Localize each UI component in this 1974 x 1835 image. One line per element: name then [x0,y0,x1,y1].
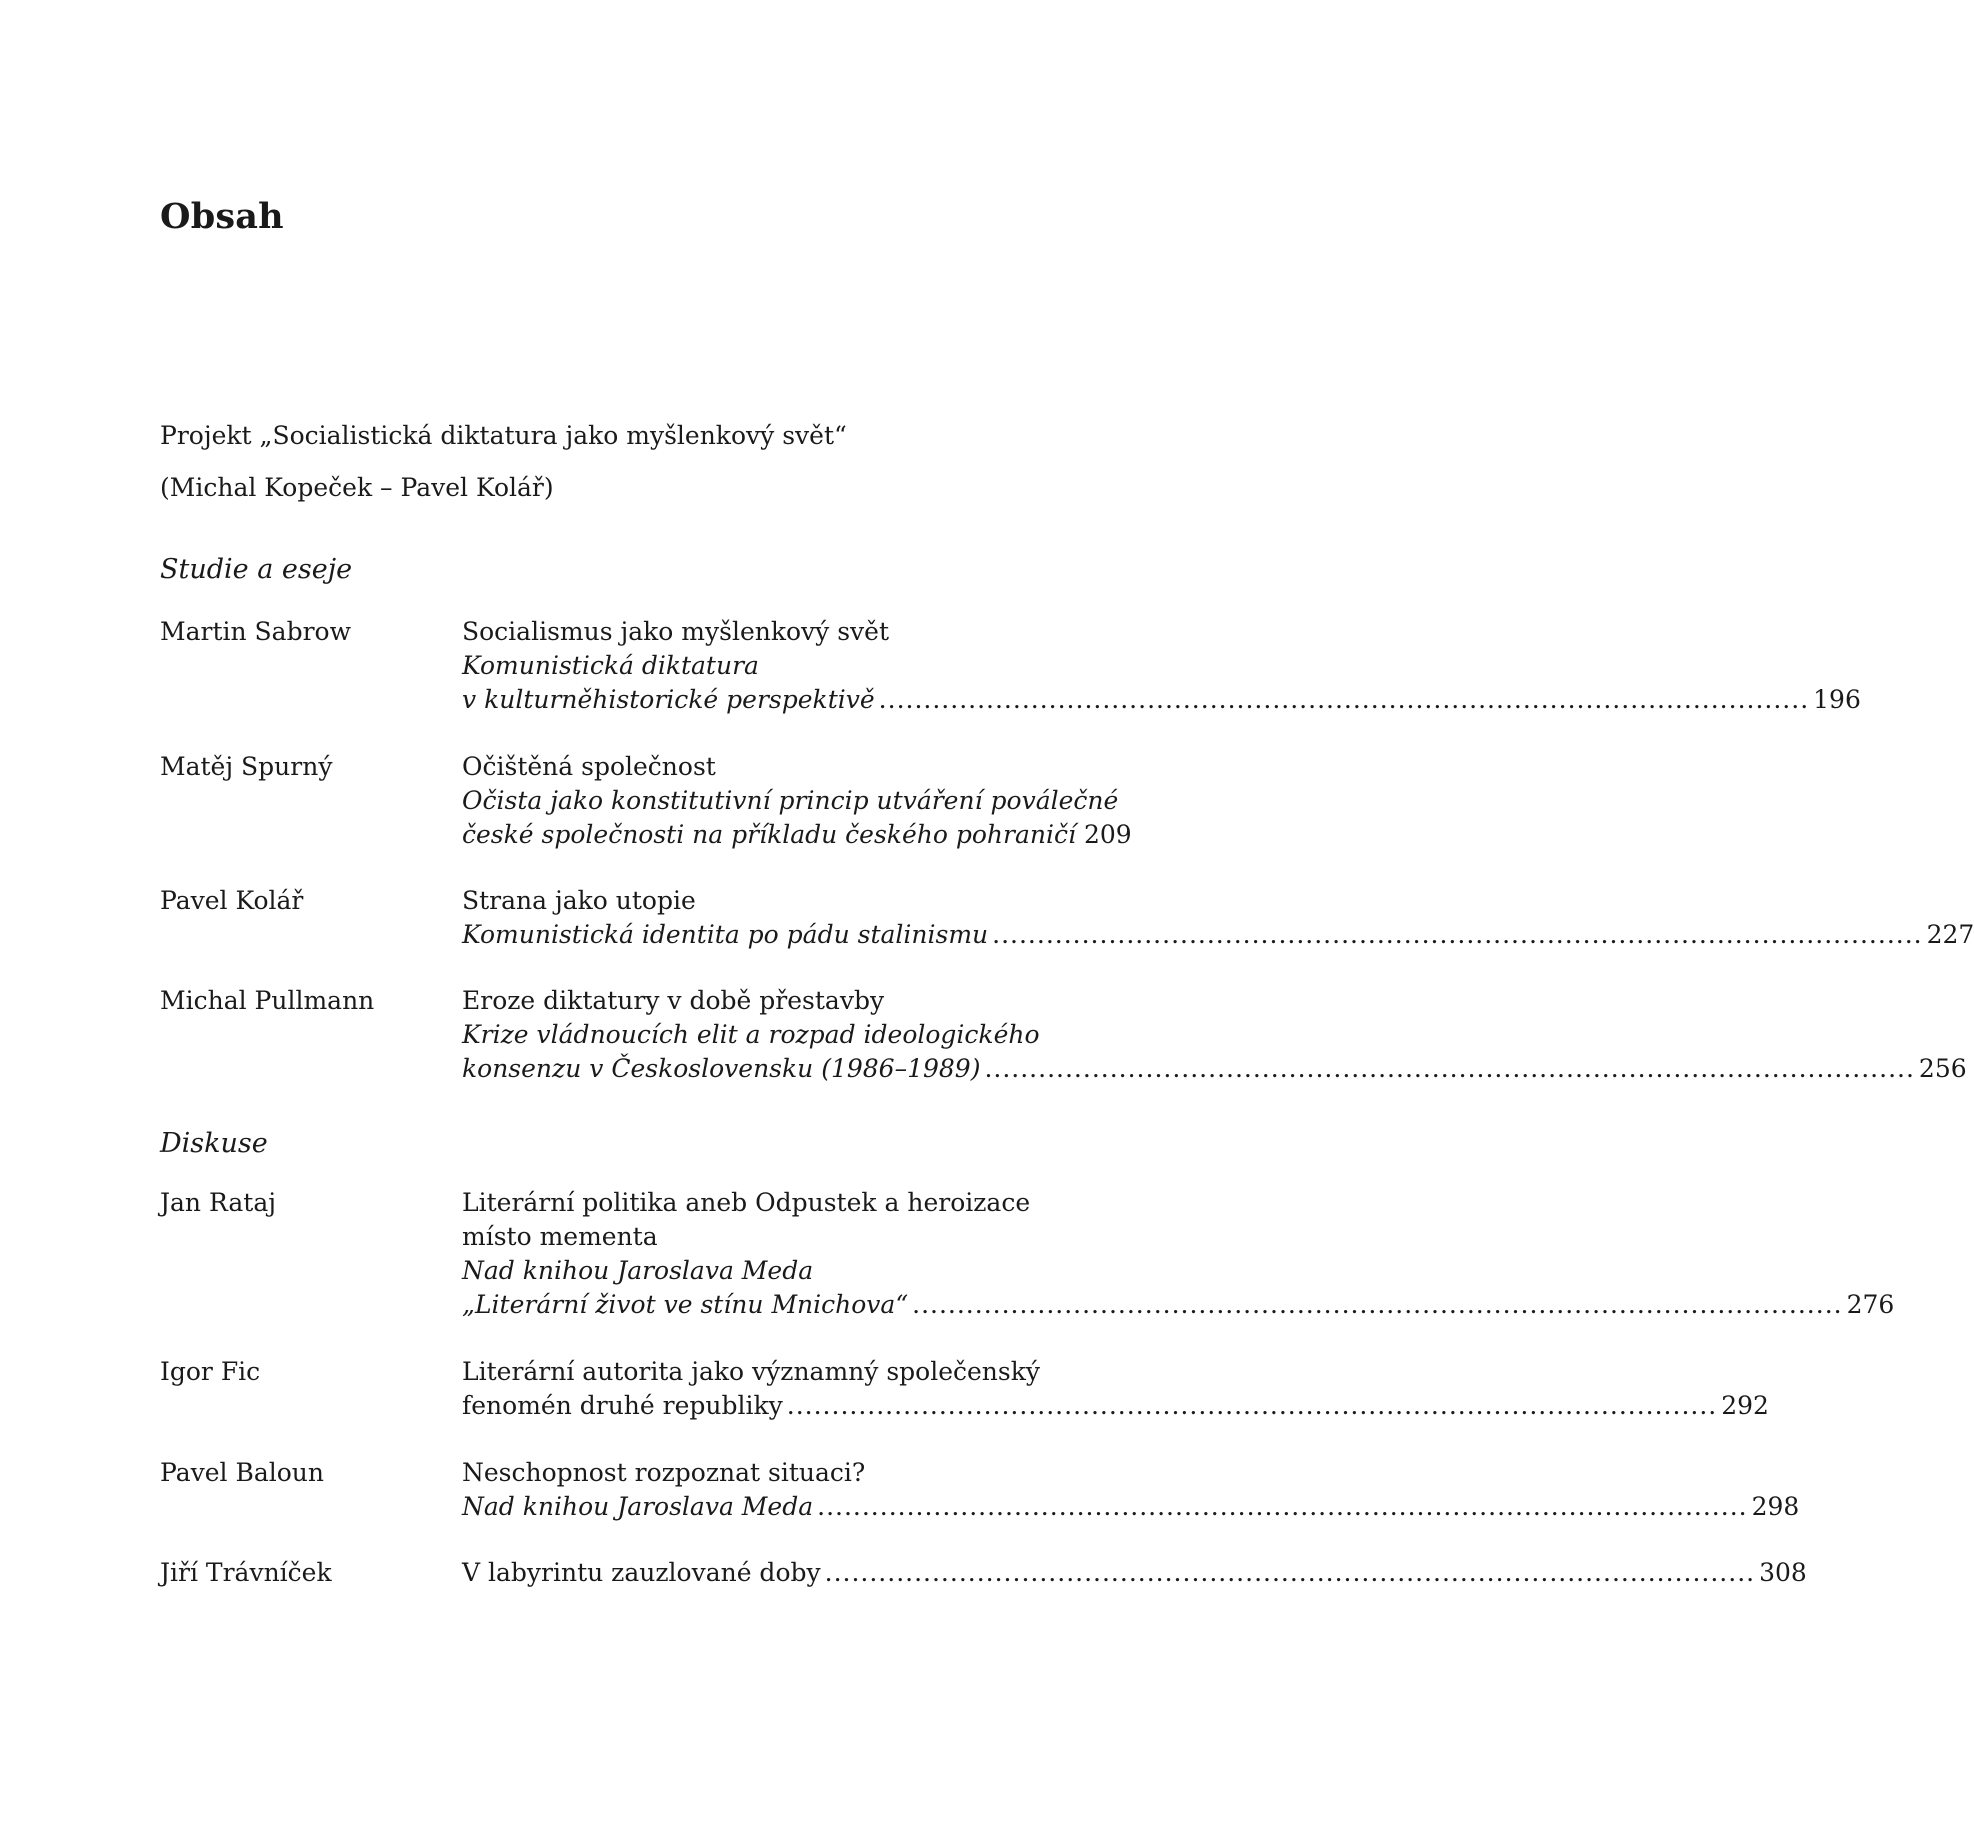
entry-author: Pavel Kolář [160,886,304,915]
entry-subtitle: Krize vládnoucích elit a rozpad ideologického [462,1020,1040,1049]
dot-leader: ........................................................................................................ [824,1558,1756,1587]
entry-text [462,884,1974,952]
entry-title: Literární politika aneb Odpustek a heroizace [462,1188,1031,1217]
entry-title: Socialismus jako myšlenkový svět [462,617,890,646]
section-heading-diskuse: Diskuse [160,1128,268,1159]
page-title: Obsah [160,196,284,237]
entry-page-number: 308 [1759,1558,1807,1587]
entry-author: Martin Sabrow [160,617,351,646]
entry-subtitle: „Literární život ve stínu Mnichova“ [462,1290,909,1319]
entry-author: Pavel Baloun [160,1458,324,1487]
entry-subtitle: Očista jako konstitutivní princip utváření poválečné [462,786,1119,815]
entry-page-number: 256 [1918,1054,1967,1083]
entry-subtitle: české společnosti na příkladu českého pohraničí [462,820,1076,849]
dot-leader: ........................................................................................................ [878,685,1810,714]
entry-author: Jan Rataj [160,1188,276,1217]
entry-last-line [462,1490,1800,1524]
entry-subtitle: v kulturněhistorické perspektivě [462,685,875,714]
entry-page-number: 227 [1926,920,1974,949]
entry-last-line [462,683,1861,717]
entry-title: Eroze diktatury v době přestavby [462,986,885,1015]
entry-page-number: 276 [1846,1290,1895,1319]
project-intro [160,410,847,514]
entry-title: Literární autorita jako významný společenský [462,1357,1041,1386]
entry-title: Neschopnost rozpoznat situaci? [462,1458,866,1487]
entry-text [462,1186,1895,1322]
entry-text [462,615,1861,717]
entry-last-line [462,1389,1769,1423]
entry-page-number: 298 [1751,1492,1800,1521]
entry-title: Strana jako utopie [462,886,696,915]
entry-text [462,1456,1800,1524]
entry-last-line [462,918,1974,952]
entry-subtitle: Nad knihou Jaroslava Meda [462,1256,814,1285]
entry-last-line [462,1288,1895,1322]
dot-leader: ........................................................................................................ [786,1391,1718,1420]
entry-title: V labyrintu zauzlované doby [462,1558,821,1587]
entry-text [462,750,1130,852]
project-editors: (Michal Kopeček – Pavel Kolář) [160,473,554,502]
entry-title: místo mementa [462,1222,658,1251]
entry-page-number: 292 [1721,1391,1769,1420]
entry-text [462,984,1967,1086]
entry-subtitle: Nad knihou Jaroslava Meda [462,1492,814,1521]
entry-text [462,1556,1807,1590]
entry-subtitle: konsenzu v Československu (1986–1989) [462,1054,981,1083]
entry-author: Jiří Trávníček [160,1558,332,1587]
entry-last-line [462,818,1130,852]
entry-author: Igor Fic [160,1357,261,1386]
entry-author: Matěj Spurný [160,752,333,781]
entry-subtitle: Komunistická diktatura [462,651,759,680]
entry-text [462,1355,1769,1423]
dot-leader: ........................................................................................................ [912,1290,1843,1319]
entry-subtitle: Komunistická identita po pádu stalinismu [462,920,989,949]
dot-leader: ........................................................................................................ [984,1054,1915,1083]
entry-title: fenomén druhé republiky [462,1391,783,1420]
entry-page-number: 209 [1083,820,1132,849]
dot-leader: ........................................................................................................ [817,1492,1748,1521]
entry-author: Michal Pullmann [160,986,375,1015]
project-title: Projekt „Socialistická diktatura jako myšlenkový svět“ [160,421,847,450]
section-heading-studie: Studie a eseje [160,554,353,585]
entry-last-line [462,1556,1807,1590]
dot-leader: ........................................................................................................ [992,920,1923,949]
entry-page-number: 196 [1813,685,1861,714]
entry-title: Očištěná společnost [462,752,716,781]
entry-last-line [462,1052,1967,1086]
